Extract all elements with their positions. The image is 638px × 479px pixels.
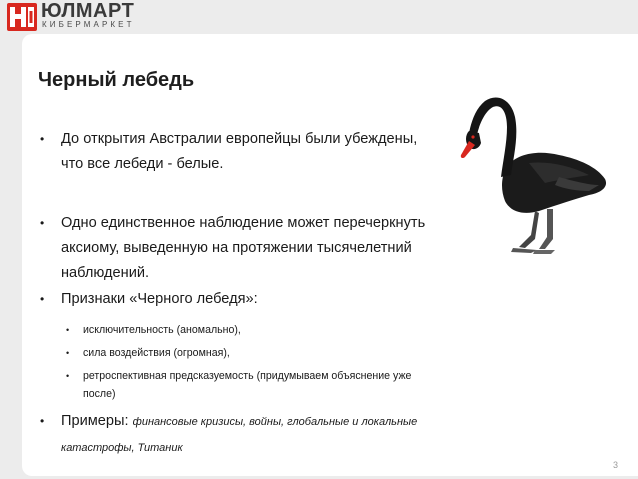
examples-list: финансовые кризисы, войны, глобальные и локальные катастрофы, Титаник [61,416,418,454]
logo-mark-icon [7,3,37,31]
examples-text [61,409,421,461]
sub-bullet-text: ретроспективная предсказуемость (придумываем объяснение уже после) [83,370,412,400]
bullet-marker: • [40,414,45,428]
sub-bullet-text: исключительность (аномально), [83,324,241,336]
bullet-marker: • [40,132,45,146]
sub-bullet-marker: • [66,325,70,335]
bullet-text: До открытия Австралии европейцы были убеждены, что все лебеди - белые. [61,131,418,172]
logo [7,0,167,31]
bullet-marker: • [40,292,45,306]
bullet-text: Одно единственное наблюдение может перечеркнуть аксиому, выведенную на протяжении тысячелетний наблюдений. [61,215,426,281]
sub-bullet-text: сила воздействия (огромная), [83,347,230,359]
logo-name: ЮЛМАРТ [41,0,135,22]
logo-subtitle: КИБЕРМАРКЕТ [42,20,135,29]
examples-label: Примеры: [61,413,129,429]
bullet-marker: • [40,216,45,230]
slide-card [22,34,638,476]
bullet-text: Признаки «Черного лебедя»: [61,291,258,307]
sub-bullet-marker: • [66,371,70,381]
page-number: 3 [612,460,618,470]
header-bar [0,0,638,34]
sub-bullet-marker: • [66,348,70,358]
slide-title: Черный лебедь [38,69,195,91]
black-swan-image [439,67,609,257]
